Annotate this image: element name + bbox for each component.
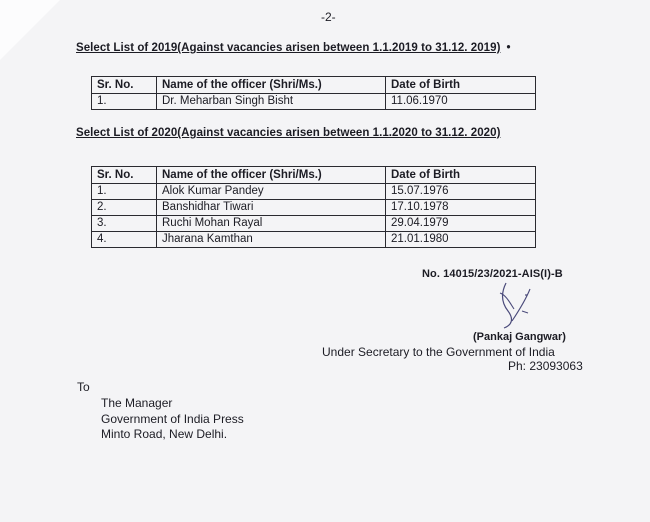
cell-sr-no: 4.	[92, 232, 157, 248]
cell-sr-no: 1.	[92, 94, 157, 110]
cell-sr-no: 2.	[92, 200, 157, 216]
table-row	[92, 200, 536, 216]
table-row	[92, 232, 536, 248]
address-line: Government of India Press	[101, 411, 244, 426]
table-header-row	[92, 77, 536, 94]
table-row	[92, 184, 536, 200]
reference-number: No. 14015/23/2021-AIS(I)-B	[422, 268, 563, 280]
header-date-of-birth: Date of Birth	[386, 167, 536, 184]
signatory-designation: Under Secretary to the Government of India	[322, 345, 555, 359]
cell-officer-name: Ruchi Mohan Rayal	[157, 216, 386, 232]
to-label: To	[77, 380, 90, 394]
cell-date-of-birth: 21.01.1980	[386, 232, 536, 248]
cell-date-of-birth: 29.04.1979	[386, 216, 536, 232]
table-header-row	[92, 167, 536, 184]
signatory-name: (Pankaj Gangwar)	[473, 331, 566, 343]
cell-date-of-birth: 15.07.1976	[386, 184, 536, 200]
cell-date-of-birth: 11.06.1970	[386, 94, 536, 110]
select-list-2019-title	[76, 42, 511, 54]
header-officer-name: Name of the officer (Shri/Ms.)	[157, 77, 386, 94]
header-sr-no: Sr. No.	[92, 77, 157, 94]
table-row	[92, 216, 536, 232]
address-line: Minto Road, New Delhi.	[101, 427, 228, 441]
cell-date-of-birth: 17.10.1978	[386, 200, 536, 216]
select-list-2020-title: Select List of 2020(Against vacancies arisen between 1.1.2020 to 31.12. 2020)	[76, 127, 501, 139]
handwritten-signature	[492, 281, 552, 331]
recipient-address	[101, 396, 244, 443]
signatory-phone: Ph: 23093063	[508, 359, 583, 373]
select-list-2019-table	[91, 76, 536, 110]
page-number: -2-	[321, 10, 336, 24]
cell-officer-name: Dr. Meharban Singh Bisht	[157, 94, 386, 110]
address-line: The Manager	[101, 396, 173, 410]
header-date-of-birth: Date of Birth	[386, 77, 536, 94]
cell-officer-name: Alok Kumar Pandey	[157, 184, 386, 200]
title-mark: •	[506, 42, 511, 54]
header-sr-no: Sr. No.	[92, 167, 157, 184]
header-officer-name: Name of the officer (Shri/Ms.)	[157, 167, 386, 184]
table-row	[92, 94, 536, 110]
cell-officer-name: Jharana Kamthan	[157, 232, 386, 248]
cell-sr-no: 1.	[92, 184, 157, 200]
cell-officer-name: Banshidhar Tiwari	[157, 200, 386, 216]
cell-sr-no: 3.	[92, 216, 157, 232]
page-fold-shadow	[0, 0, 60, 60]
select-list-2019-title-text: Select List of 2019(Against vacancies arisen between 1.1.2019 to 31.12. 2019)	[76, 42, 501, 54]
select-list-2020-table	[91, 166, 536, 248]
